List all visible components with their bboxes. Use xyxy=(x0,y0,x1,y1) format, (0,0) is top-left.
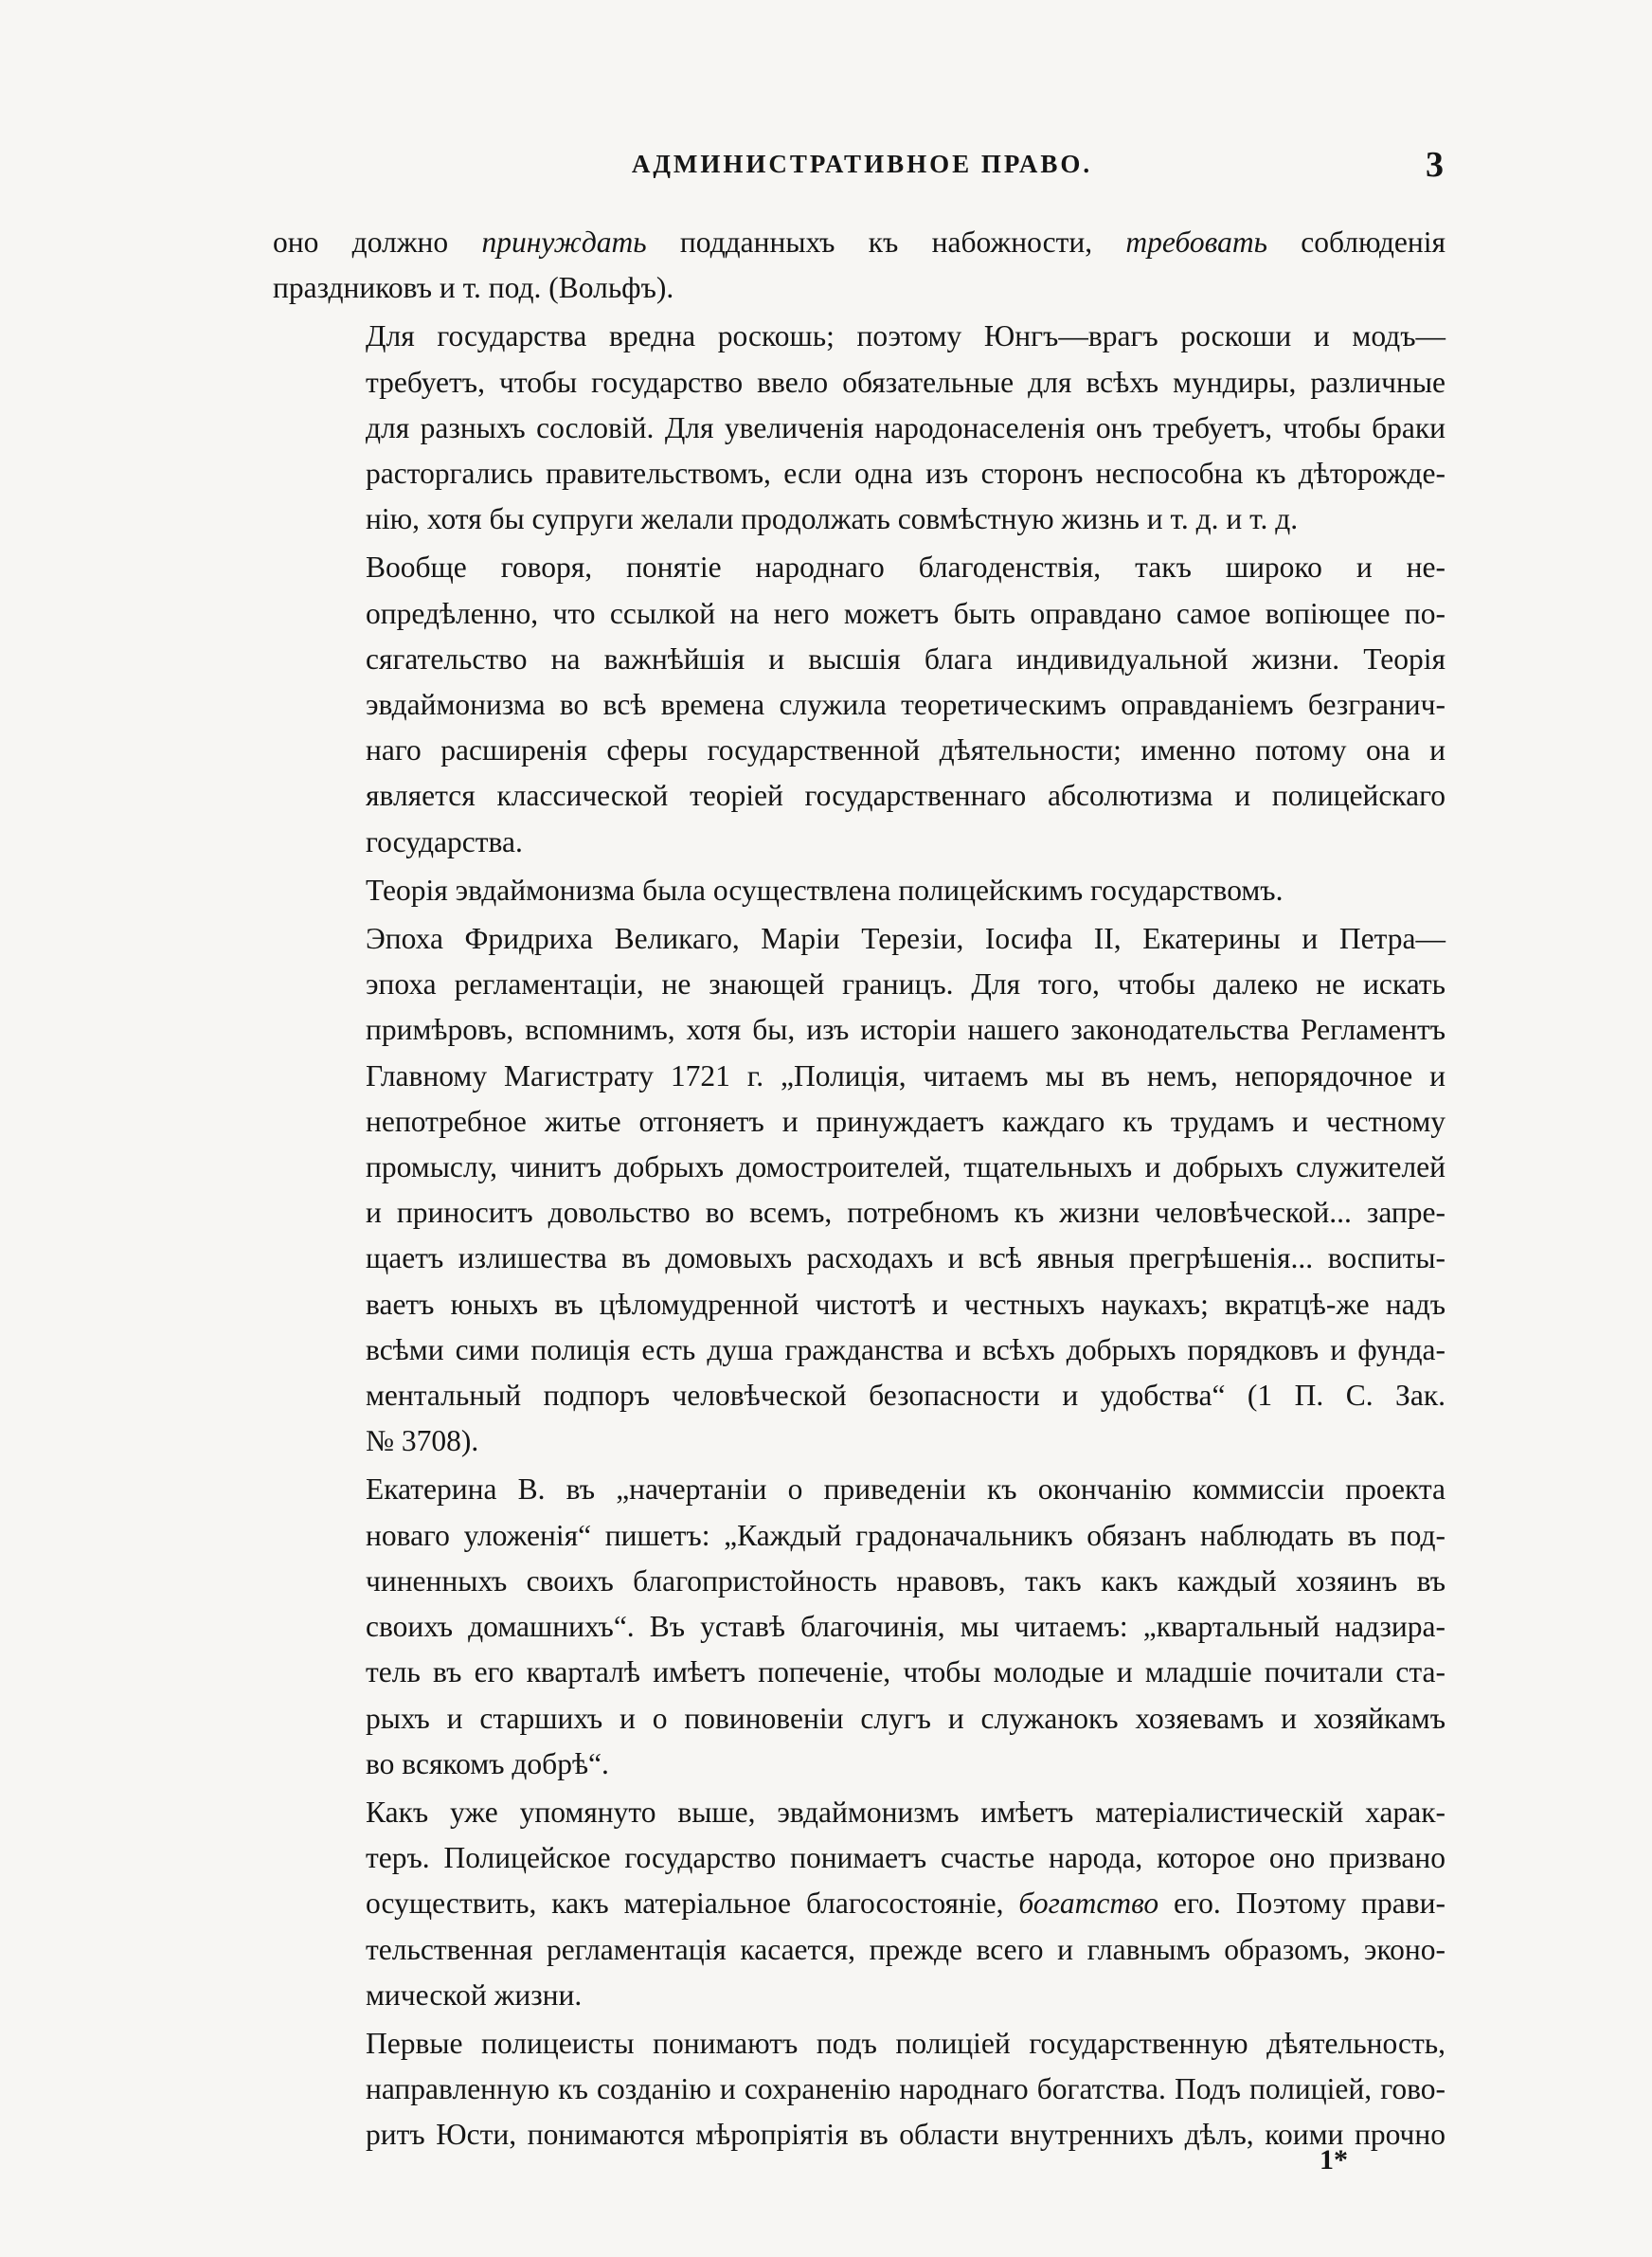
text-run: теръ. Полицейское государство понимаетъ счастье народа, которое оно призвано xyxy=(366,1841,1446,1875)
text-line xyxy=(273,451,1446,497)
text-run: осуществить, какъ матеріальное благосостояніе, xyxy=(366,1887,1019,1921)
text-line xyxy=(273,1742,1446,1787)
text-run: его. Поэтому прави- xyxy=(1158,1887,1446,1921)
text-run: оно должно xyxy=(273,226,482,259)
text-run: ритъ Юсти, понимаются мѣропріятія въ области внутреннихъ дѣлъ, коими прочно xyxy=(366,2118,1446,2152)
text-run: государства. xyxy=(366,824,523,858)
text-line xyxy=(273,1835,1446,1881)
text-line xyxy=(273,1559,1446,1604)
text-run: тельственная регламентація касается, прежде всего и главнымъ образомъ, эконо- xyxy=(366,1932,1446,1966)
text-line xyxy=(273,1604,1446,1650)
text-run: сягательство на важнѣйшія и высшія блага индивидуальной жизни. Теорія xyxy=(366,641,1446,676)
text-run: эпоха регламентаціи, не знающей границъ. Для того, чтобы далеко не искать xyxy=(366,967,1446,1002)
paragraph xyxy=(273,868,1446,913)
text-run: № 3708). xyxy=(366,1424,479,1458)
text-run: расторгались правительствомъ, если одна изъ сторонъ неспособна къ дѣторожде- xyxy=(366,457,1446,491)
paragraph xyxy=(273,314,1446,542)
text-run: во всякомъ добрѣ“. xyxy=(366,1746,609,1780)
text-line xyxy=(273,637,1446,682)
paragraph xyxy=(273,2021,1446,2158)
running-title: АДМИНИСТРАТИВНОЕ ПРАВО. xyxy=(631,150,1093,178)
text-run: всѣми сими полиція есть душа гражданства и всѣхъ добрыхъ порядковъ и фунда- xyxy=(366,1332,1446,1366)
text-run: Первые полицеисты понимаютъ подъ полиціей государственную дѣятельность, xyxy=(366,2026,1446,2060)
text-line xyxy=(273,1696,1446,1742)
italic-text: богатство xyxy=(1018,1887,1159,1921)
text-line xyxy=(273,1373,1446,1418)
text-run: подданныхъ къ набожности, xyxy=(646,226,1126,259)
text-run: Для государства вредна роскошь; поэтому Юнгъ—врагъ роскоши и модъ— xyxy=(366,319,1446,353)
text-line xyxy=(273,2112,1446,2158)
text-line xyxy=(273,1145,1446,1190)
text-line xyxy=(273,1236,1446,1281)
text-line xyxy=(273,1054,1446,1099)
text-line xyxy=(273,2067,1446,2112)
text-run: ваетъ юныхъ въ цѣломудренной чистотѣ и честныхъ наукахъ; вкратцѣ-же надъ xyxy=(366,1287,1446,1321)
text-run: щаетъ излишества въ домовыхъ расходахъ и всѣ явныя прегрѣшенія... воспиты- xyxy=(366,1241,1446,1275)
paragraph xyxy=(273,220,1446,311)
text-run: рыхъ и старшихъ и о повиновеніи слугъ и служанокъ хозяевамъ и хозяйкамъ xyxy=(366,1701,1446,1735)
text-run: мической жизни. xyxy=(366,1977,583,2012)
text-line xyxy=(273,265,1446,311)
text-run: ментальный подпоръ человѣческой безопасности и удобства“ (1 П. С. Зак. xyxy=(366,1379,1446,1413)
text-line xyxy=(273,314,1446,359)
text-run: эвдаймонизма во всѣ времена служила теоретическимъ оправданіемъ безгранич- xyxy=(366,688,1446,722)
text-run: Главному Магистрату 1721 г. „Полиція, читаемъ мы въ немъ, непорядочное и xyxy=(366,1058,1446,1092)
text-run: Какъ уже упомянуто выше, эвдаймонизмъ имѣетъ матеріалистическій харак- xyxy=(366,1795,1446,1829)
text-line xyxy=(273,1973,1446,2018)
text-run: соблюденія xyxy=(1266,226,1446,259)
text-line xyxy=(273,1007,1446,1053)
text-run: непотребное житье отгоняетъ и принуждаетъ каждаго къ трудамъ и честному xyxy=(366,1104,1446,1138)
text-run: Вообще говоря, понятіе народнаго благоденствія, такъ широко и не- xyxy=(366,551,1446,585)
text-run: является классической теоріей государственнаго абсолютизма и полицейскаго xyxy=(366,779,1446,813)
text-line xyxy=(273,406,1446,451)
running-head xyxy=(275,145,1449,197)
italic-text: принуждать xyxy=(481,226,647,259)
text-line xyxy=(273,1881,1446,1926)
text-line xyxy=(273,773,1446,819)
text-line xyxy=(273,1513,1446,1559)
text-line xyxy=(273,1790,1446,1835)
text-line xyxy=(273,1418,1446,1464)
text-line xyxy=(273,820,1446,865)
signature-mark: 1* xyxy=(1320,2144,1348,2176)
text-run: Екатерина В. въ „начертаніи о приведеніи къ окончанію коммиссіи проекта xyxy=(366,1472,1446,1507)
text-run: опредѣленно, что ссылкой на него можетъ быть оправдано самое вопіющее по- xyxy=(366,596,1446,630)
text-line xyxy=(273,1190,1446,1236)
text-run: чиненныхъ своихъ благопристойность нравовъ, такъ какъ каждый хозяинъ въ xyxy=(366,1563,1446,1598)
text-line xyxy=(273,682,1446,728)
text-line xyxy=(273,545,1446,590)
text-line xyxy=(273,591,1446,637)
text-line xyxy=(273,1282,1446,1327)
body-text xyxy=(273,220,1446,2158)
text-run: для разныхъ сословій. Для увеличенія народонаселенія онъ требуетъ, чтобы браки xyxy=(366,410,1446,444)
italic-text: требовать xyxy=(1125,226,1267,259)
page-number: 3 xyxy=(1426,145,1444,185)
text-line xyxy=(273,220,1446,265)
text-run: праздниковъ и т. под. (Вольфъ). xyxy=(273,271,674,305)
text-run: промыслу, чинитъ добрыхъ домостроителей, тщательныхъ и добрыхъ служителей xyxy=(366,1150,1446,1184)
text-line xyxy=(273,1327,1446,1373)
paragraph xyxy=(273,916,1446,1464)
text-run: и приноситъ довольство во всемъ, потребномъ къ жизни человѣческой... запре- xyxy=(366,1196,1446,1230)
text-run: направленную къ созданію и сохраненію народнаго богатства. Подъ полиціей, гово- xyxy=(366,2072,1446,2106)
text-line xyxy=(273,962,1446,1007)
text-run: примѣровъ, вспомнимъ, хотя бы, изъ исторіи нашего законодательства Регламентъ xyxy=(366,1013,1446,1047)
text-line xyxy=(273,1099,1446,1145)
text-line xyxy=(273,2021,1446,2067)
text-run: требуетъ, чтобы государство ввело обязательные для всѣхъ мундиры, различные xyxy=(366,365,1446,399)
text-line xyxy=(273,1927,1446,1973)
text-line xyxy=(273,1650,1446,1695)
text-run: нію, хотя бы супруги желали продолжать совмѣстную жизнь и т. д. и т. д. xyxy=(366,502,1299,536)
text-run: наго расширенія сферы государственной дѣятельности; именно потому она и xyxy=(366,733,1446,767)
text-run: новаго уложенія“ пишетъ: „Каждый градоначальникъ обязанъ наблюдать въ под- xyxy=(366,1518,1446,1552)
text-line xyxy=(273,728,1446,773)
text-line xyxy=(273,916,1446,962)
text-line xyxy=(273,868,1446,913)
text-run: своихъ домашнихъ“. Въ уставѣ благочинія, мы читаемъ: „квартальный надзира- xyxy=(366,1610,1446,1644)
paragraph xyxy=(273,1790,1446,2018)
paragraph xyxy=(273,1467,1446,1786)
text-line xyxy=(273,1467,1446,1512)
text-run: Теорія эвдаймонизма была осуществлена полицейскимъ государствомъ. xyxy=(366,873,1284,907)
text-line xyxy=(273,360,1446,406)
text-run: тель въ его кварталѣ имѣетъ попеченіе, чтобы молодые и младшіе почитали ста- xyxy=(366,1655,1446,1689)
paragraph xyxy=(273,545,1446,864)
text-run: Эпоха Фридриха Великаго, Маріи Терезіи, Іосифа II, Екатерины и Петра— xyxy=(366,922,1446,956)
text-line xyxy=(273,497,1446,542)
